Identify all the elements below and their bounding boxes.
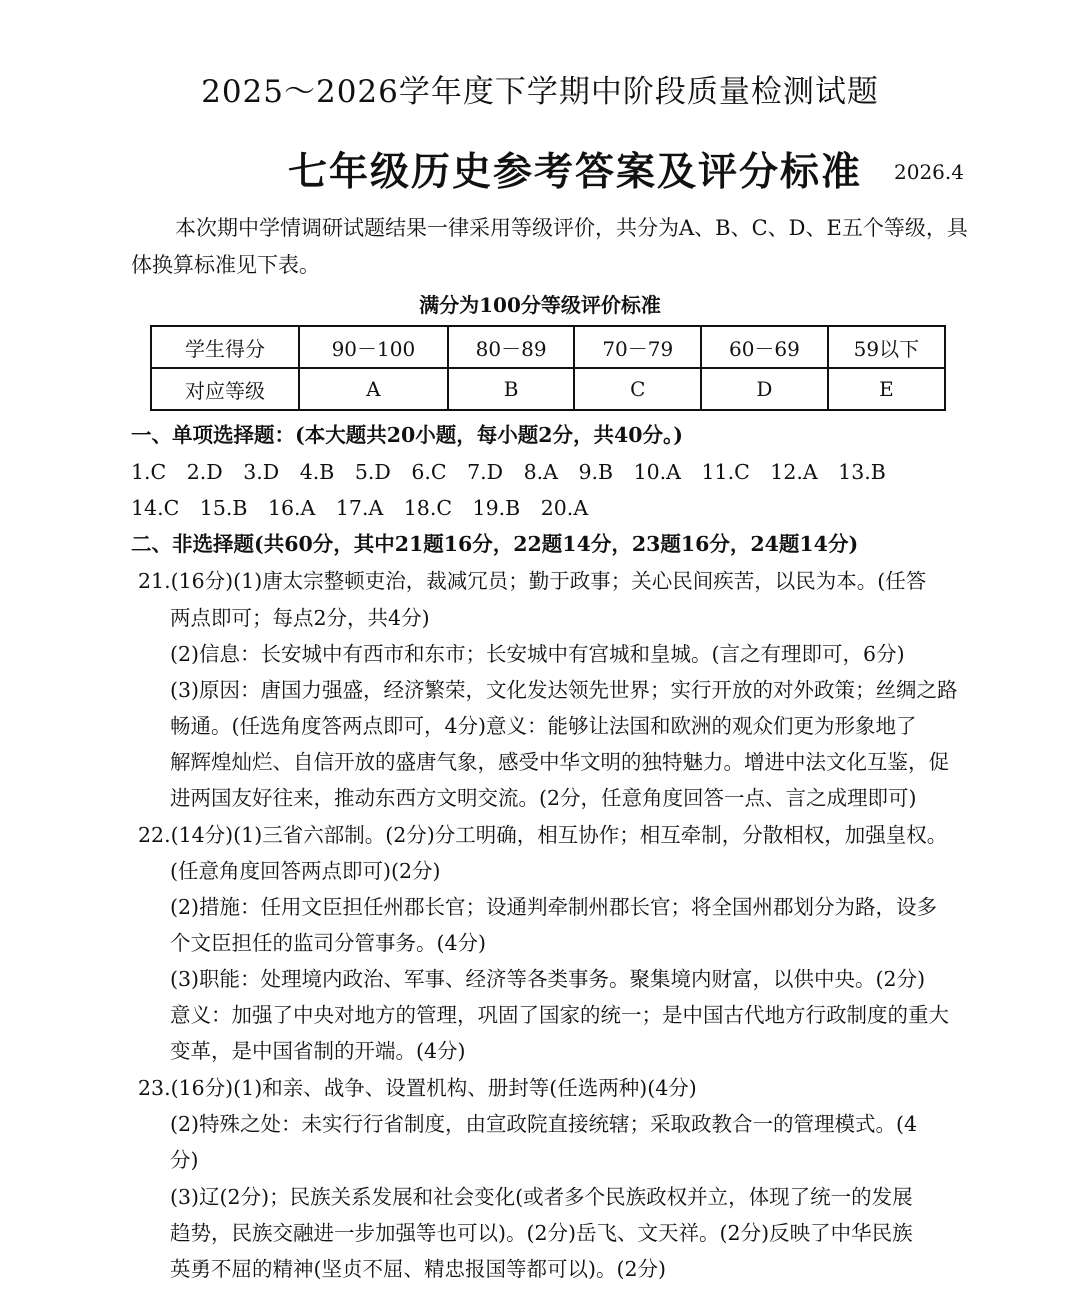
score-cell: 59以下: [828, 326, 945, 368]
answer-key-heading: 七年级历史参考答案及评分标准: [288, 149, 863, 195]
q21-line: (3)原因：唐国力强盛，经济繁荣，文化发达领先世界；实行开放的对外政策；丝绸之路: [170, 678, 958, 702]
mc-answers-row: 1.C 2.D 3.D 4.B 5.D 6.C 7.D 8.A 9.B 10.A 11.C 12.A 13.B: [131, 460, 886, 484]
q23-line: 英勇不屈的精神(坚贞不屈、精忠报国等都可以)。(2分): [170, 1257, 667, 1281]
score-cell: 80－89: [448, 326, 575, 368]
q21-line: 畅通。(任选角度答两点即可，4分)意义：能够让法国和欧洲的观众们更为形象地了: [170, 714, 917, 738]
score-label-cell: 学生得分: [151, 326, 299, 368]
score-cell: 90－100: [299, 326, 448, 368]
q21-line: 两点即可；每点2分，共4分): [170, 606, 430, 630]
q23-line: 分): [170, 1148, 199, 1172]
q22-line: 22.(14分)(1)三省六部制。(2分)分工明确，相互协作；相互牵制，分散相权，加强皇权。: [138, 823, 948, 847]
section-2-title: 二、非选择题(共60分，其中21题16分，22题14分，23题16分，24题14分): [131, 532, 859, 556]
level-cell: B: [448, 368, 575, 410]
score-cell: 70－79: [574, 326, 701, 368]
level-label-cell: 对应等级: [151, 368, 299, 410]
grade-table: [150, 325, 946, 411]
grade-table-caption: 满分为100分等级评价标准: [419, 293, 661, 317]
q22-line: 变革，是中国省制的开端。(4分): [170, 1039, 466, 1063]
q22-line: 意义：加强了中央对地方的管理，巩固了国家的统一；是中国古代地方行政制度的重大: [170, 1003, 949, 1027]
q23-line: (2)特殊之处：未实行行省制度，由宣政院直接统辖；采取政教合一的管理模式。(4: [170, 1112, 918, 1136]
q21-line: (2)信息：长安城中有西市和东市；长安城中有宫城和皇城。(言之有理即可，6分): [170, 642, 905, 666]
level-row: [151, 368, 945, 410]
q22-line: 个文臣担任的监司分管事务。(4分): [170, 931, 487, 955]
q22-line: (2)措施：任用文臣担任州郡长官；设通判牵制州郡长官；将全国州郡划分为路，设多: [170, 895, 938, 919]
q22-line: (任意角度回答两点即可)(2分): [170, 859, 441, 883]
q21-line: 21.(16分)(1)唐太宗整顿吏治，裁减冗员；勤于政事；关心民间疾苦，以民为本。(任答: [138, 569, 927, 593]
intro-paragraph: 本次期中学情调研试题结果一律采用等级评价，共分为A、B、C、D、E五个等级，具体换算标准见下表。: [131, 216, 968, 277]
level-cell: E: [828, 368, 945, 410]
mc-answers-row: 14.C 15.B 16.A 17.A 18.C 19.B 20.A: [131, 496, 589, 520]
q21-line: 进两国友好往来，推动东西方文明交流。(2分，任意角度回答一点、言之成理即可): [170, 786, 917, 810]
document-date: 2026.4: [894, 160, 964, 184]
level-cell: A: [299, 368, 448, 410]
section-1-title: 一、单项选择题：(本大题共20小题，每小题2分，共40分。): [131, 423, 683, 447]
q23-line: 趋势，民族交融进一步加强等也可以)。(2分)岳飞、文天祥。(2分)反映了中华民族: [170, 1221, 913, 1245]
q22-line: (3)职能：处理境内政治、军事、经济等各类事务。聚集境内财富，以供中央。(2分): [170, 967, 926, 991]
level-cell: C: [574, 368, 701, 410]
score-row: [151, 326, 945, 368]
document-title: 2025～2026学年度下学期中阶段质量检测试题: [201, 74, 879, 110]
q23-line: (3)辽(2分)；民族关系发展和社会变化(或者多个民族政权并立，体现了统一的发展: [170, 1185, 913, 1209]
q21-line: 解辉煌灿烂、自信开放的盛唐气象，感受中华文明的独特魅力。增进中法文化互鉴，促: [170, 750, 949, 774]
score-cell: 60－69: [701, 326, 828, 368]
q23-line: 23.(16分)(1)和亲、战争、设置机构、册封等(任选两种)(4分): [138, 1076, 697, 1100]
level-cell: D: [701, 368, 828, 410]
